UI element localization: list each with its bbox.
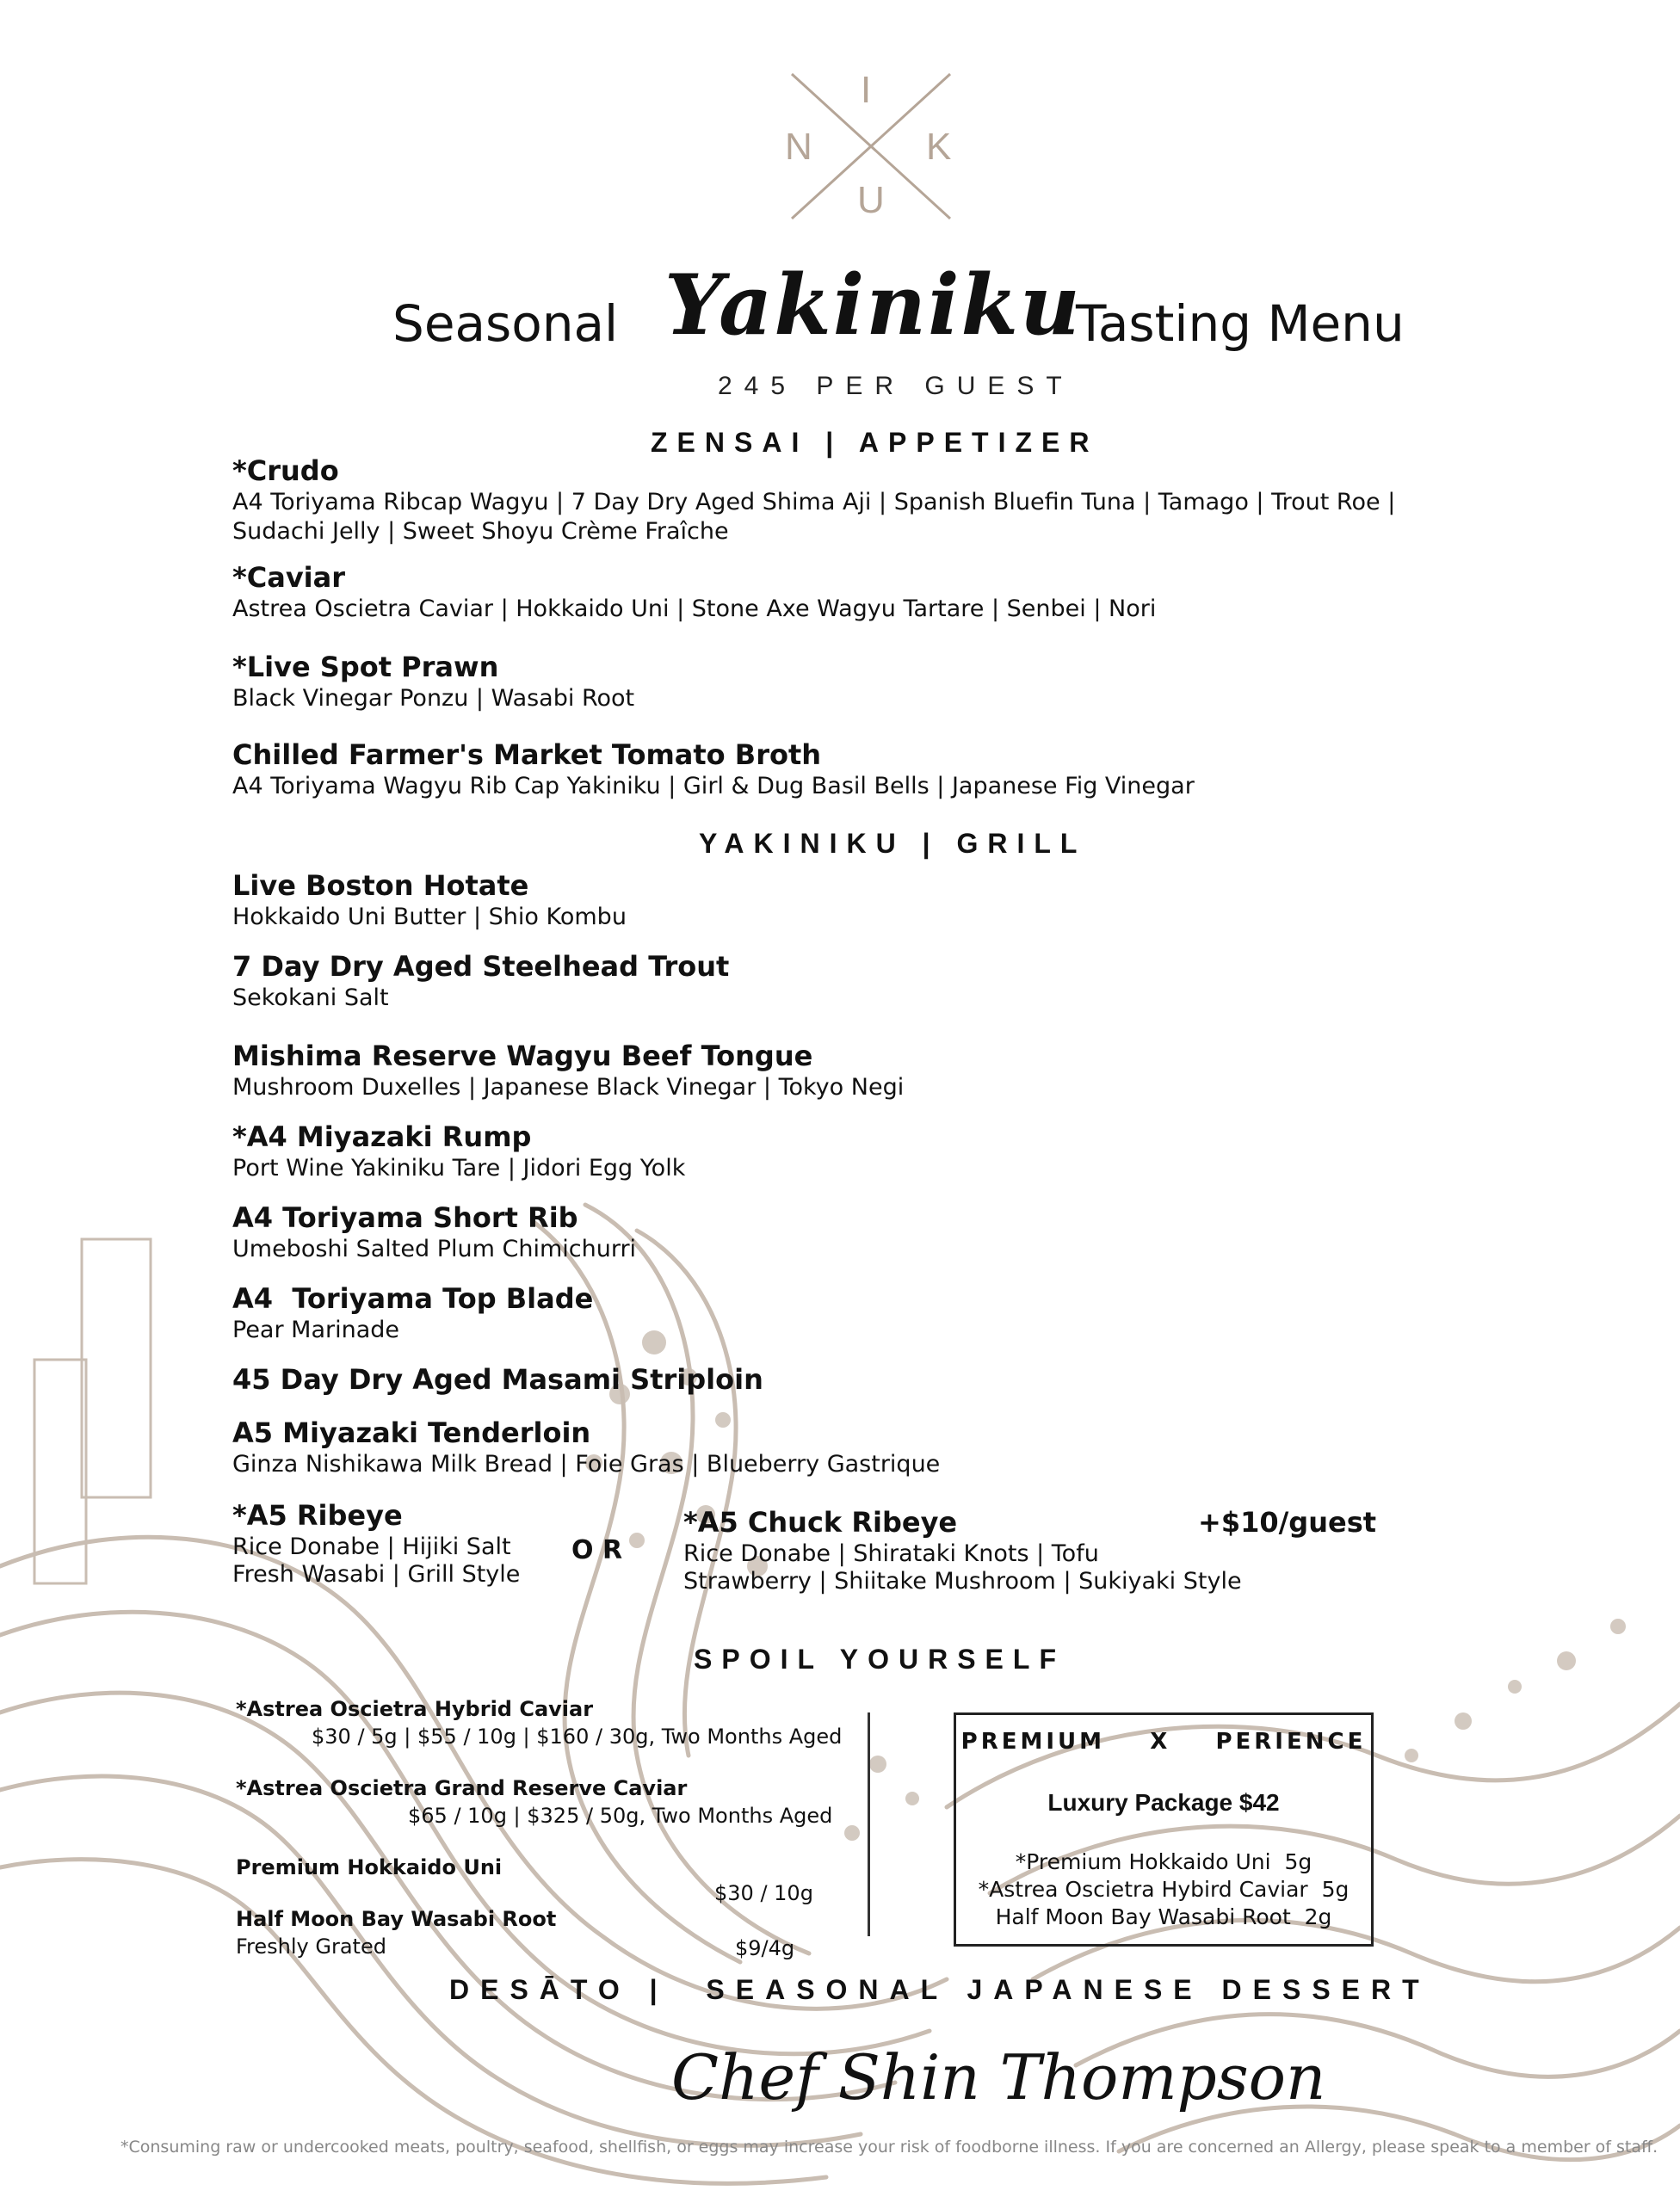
crudo-desc-line2: Sudachi Jelly | Sweet Shoyu Crème Fraîche [232, 518, 729, 545]
spot-prawn-name: *Live Spot Prawn [232, 651, 499, 683]
price-per-guest: 245 PER GUEST [718, 372, 1074, 400]
logo-letter-i: I [861, 69, 872, 111]
tenderloin-name: A5 Miyazaki Tenderloin [232, 1416, 591, 1449]
hotate-desc: Hokkaido Uni Butter | Shio Kombu [232, 904, 627, 930]
short-rib-name: A4 Toriyama Short Rib [232, 1201, 578, 1234]
grand-reserve-name: *Astrea Oscietra Grand Reserve Caviar [236, 1776, 688, 1800]
tongue-name: Mishima Reserve Wagyu Beef Tongue [232, 1040, 813, 1072]
logo-letter-n: N [785, 126, 812, 168]
hybrid-caviar-name: *Astrea Oscietra Hybrid Caviar [236, 1697, 594, 1721]
chuck-ribeye-desc-1: Rice Donabe | Shirataki Knots | Tofu [683, 1540, 1099, 1567]
rump-desc: Port Wine Yakiniku Tare | Jidori Egg Yolk [232, 1155, 686, 1182]
crudo-name: *Crudo [232, 454, 339, 487]
hotate-name: Live Boston Hotate [232, 869, 529, 902]
chuck-ribeye-upcharge: +$10/guest [1198, 1506, 1377, 1539]
zensai-heading: ZENSAI | APPETIZER [651, 427, 1099, 458]
uni-price: $30 / 10g [714, 1881, 813, 1905]
premium-line-wasabi: Half Moon Bay Wasabi Root 2g [995, 1904, 1332, 1929]
title-seasonal: Seasonal [392, 294, 619, 353]
premium-line-caviar: *Astrea Oscietra Hybird Caviar 5g [978, 1877, 1350, 1902]
title-yakiniku: Yakiniku [664, 256, 1082, 354]
dessert-heading: DESĀTO | SEASONAL JAPANESE DESSERT [449, 1974, 1430, 2005]
caviar-desc: Astrea Oscietra Caviar | Hokkaido Uni | Stone Axe Wagyu Tartare | Senbei | Nori [232, 595, 1157, 622]
logo-letter-u: U [857, 179, 885, 221]
wasabi-desc: Freshly Grated [236, 1935, 386, 1959]
spoil-heading: SPOIL YOURSELF [694, 1644, 1065, 1675]
top-blade-name: A4 Toriyama Top Blade [232, 1282, 594, 1315]
ribeye-desc-1: Rice Donabe | Hijiki Salt [232, 1533, 511, 1560]
title-tasting-menu: Tasting Menu [1076, 294, 1405, 353]
spoil-divider [868, 1712, 870, 1936]
short-rib-desc: Umeboshi Salted Plum Chimichurri [232, 1236, 637, 1262]
allergy-disclaimer: *Consuming raw or undercooked meats, poultry, seafood, shellfish, or eggs may increase your risk of foodborne illness. If you are concerned an Allergy, please speak to a member of staff. [120, 2138, 1658, 2157]
chuck-ribeye-desc-2: Strawberry | Shiitake Mushroom | Sukiyaki Style [683, 1568, 1242, 1595]
ribeye-name: *A5 Ribeye [232, 1499, 403, 1532]
chuck-ribeye-name: *A5 Chuck Ribeye [683, 1506, 958, 1539]
wasabi-price: $9/4g [735, 1936, 795, 1960]
rump-name: *A4 Miyazaki Rump [232, 1120, 532, 1153]
uni-name: Premium Hokkaido Uni [236, 1855, 503, 1879]
premium-experience-box [954, 1712, 1374, 1947]
steelhead-desc: Sekokani Salt [232, 984, 389, 1011]
caviar-name: *Caviar [232, 561, 346, 594]
steelhead-name: 7 Day Dry Aged Steelhead Trout [232, 950, 730, 983]
tomato-broth-desc: A4 Toriyama Wagyu Rib Cap Yakiniku | Girl & Dug Basil Bells | Japanese Fig Vinegar [232, 773, 1195, 799]
tongue-desc: Mushroom Duxelles | Japanese Black Vinegar | Tokyo Negi [232, 1074, 905, 1101]
crudo-desc: A4 Toriyama Ribcap Wagyu | 7 Day Dry Aged Shima Aji | Spanish Bluefin Tuna | Tamago | Trout Roe | [232, 489, 1396, 515]
or-label: O R [571, 1535, 623, 1565]
grand-reserve-price: $65 / 10g | $325 / 50g, Two Months Aged [408, 1804, 833, 1828]
spot-prawn-desc: Black Vinegar Ponzu | Wasabi Root [232, 685, 635, 712]
chef-signature: Chef Shin Thompson [671, 2041, 1326, 2114]
hybrid-caviar-price: $30 / 5g | $55 / 10g | $160 / 30g, Two Months Aged [312, 1725, 843, 1749]
ikun-logo [785, 69, 957, 224]
tomato-broth-name: Chilled Farmer's Market Tomato Broth [232, 738, 822, 771]
yakiniku-heading: YAKINIKU | GRILL [699, 828, 1087, 859]
wasabi-name: Half Moon Bay Wasabi Root [236, 1907, 557, 1931]
ribeye-desc-2: Fresh Wasabi | Grill Style [232, 1561, 521, 1588]
tenderloin-desc: Ginza Nishikawa Milk Bread | Foie Gras | Blueberry Gastrique [232, 1451, 941, 1478]
premium-line-uni: *Premium Hokkaido Uni 5g [1015, 1849, 1312, 1874]
striploin-name: 45 Day Dry Aged Masami Striploin [232, 1363, 763, 1396]
luxury-package: Luxury Package $42 [1047, 1789, 1280, 1816]
logo-letter-k: K [926, 126, 952, 168]
top-blade-desc: Pear Marinade [232, 1317, 400, 1343]
premium-title: PREMIUM X PERIENCE [960, 1729, 1367, 1755]
